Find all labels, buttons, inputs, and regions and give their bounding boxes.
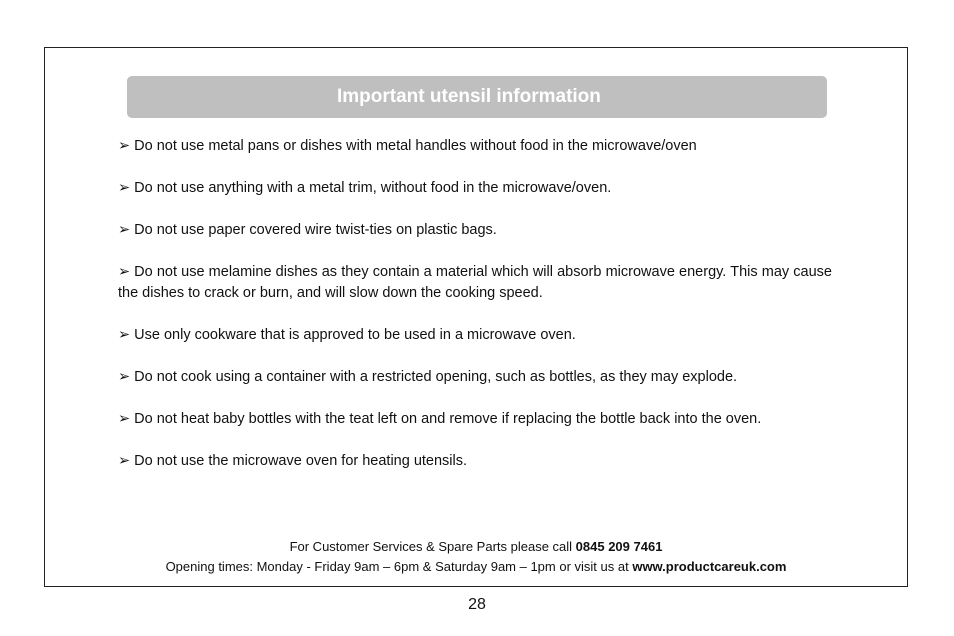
arrow-bullet-icon: ➢ (118, 180, 131, 196)
page-number: 28 (468, 596, 486, 613)
list-item-text: Use only cookware that is approved to be used in a microwave oven. (134, 327, 576, 343)
list-item-text: Do not heat baby bottles with the teat left on and remove if replacing the bottle back into the oven. (134, 411, 762, 427)
arrow-bullet-icon: ➢ (118, 264, 131, 280)
arrow-bullet-icon: ➢ (118, 369, 131, 385)
list-item (118, 451, 832, 472)
list-item (118, 367, 832, 388)
phone-number: 0845 209 7461 (575, 539, 663, 554)
list-item-text: Do not cook using a container with a restricted opening, such as bottles, as they may explode. (134, 369, 738, 385)
list-item-text: Do not use metal pans or dishes with metal handles without food in the microwave/oven (134, 138, 697, 154)
arrow-bullet-icon: ➢ (118, 411, 131, 427)
footer-contact-text: For Customer Services & Spare Parts please call (289, 539, 576, 554)
arrow-bullet-icon: ➢ (118, 327, 131, 343)
list-item-text: Do not use anything with a metal trim, without food in the microwave/oven. (134, 180, 612, 196)
list-item (118, 220, 832, 241)
list-item (118, 325, 832, 346)
list-item-text: Do not use the microwave oven for heating utensils. (134, 453, 468, 469)
section-title: Important utensil information (337, 86, 601, 107)
footer-line-hours (45, 557, 907, 577)
arrow-bullet-icon: ➢ (118, 222, 131, 238)
footer-line-contact (45, 537, 907, 557)
list-item-text: Do not use melamine dishes as they contain a material which will absorb microwave energy. This may cause the dishes to crack or burn, and will slow down the cooking speed. (118, 264, 832, 301)
section-title-bar (127, 76, 827, 118)
list-item-text: Do not use paper covered wire twist-ties on plastic bags. (134, 222, 497, 238)
footer-hours-text: Opening times: Monday - Friday 9am – 6pm & Saturday 9am – 1pm or visit us at (165, 559, 633, 574)
customer-service-footer (45, 537, 907, 577)
list-item (118, 409, 832, 430)
list-item (118, 136, 832, 157)
utensil-info-list (118, 136, 832, 493)
list-item (118, 262, 832, 304)
page-frame (44, 47, 908, 587)
arrow-bullet-icon: ➢ (118, 138, 131, 154)
arrow-bullet-icon: ➢ (118, 453, 131, 469)
list-item (118, 178, 832, 199)
website-link[interactable]: www.productcareuk.com (632, 559, 787, 574)
